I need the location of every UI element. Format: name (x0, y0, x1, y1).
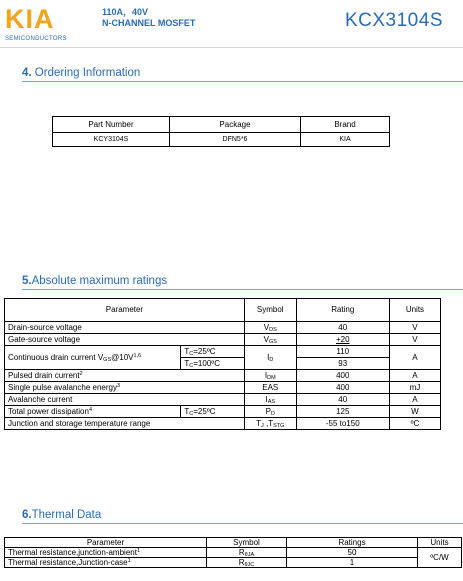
table-row (53, 133, 390, 147)
cell-brand: KIA (301, 133, 390, 147)
table-row (5, 406, 441, 418)
device-spec (102, 7, 195, 29)
header-cell: Parameter (5, 299, 245, 322)
cell-parameter: Gate-source voltage (5, 334, 245, 346)
section-divider (22, 523, 463, 524)
header-part-number: KCX3104S (344, 10, 443, 31)
cell-unit: V (389, 322, 440, 334)
cell-rating: 400 (296, 370, 389, 382)
cell-unit: V (389, 334, 440, 346)
cell-rating: 93 (296, 358, 389, 370)
header-cell: Symbol (207, 538, 287, 548)
section-title-text: Ordering Information (31, 67, 141, 79)
cell-rating: 40 (296, 322, 389, 334)
ordering-table (52, 116, 390, 147)
thermal-table (4, 537, 462, 568)
cell-rating: 110 (296, 346, 389, 358)
section-thermal-title (22, 508, 101, 522)
table-header-row (53, 117, 390, 133)
section-divider (22, 81, 463, 82)
table-row (5, 418, 441, 430)
header-cell: Rating (296, 299, 389, 322)
max-ratings-table (4, 298, 441, 430)
cell-condition: $T_C=25ºC$ (181, 346, 244, 358)
cell-unit: A (389, 394, 440, 406)
cell-symbol: $R_{\theta JA}$ (207, 548, 287, 558)
cell-parameter: Junction and storage temperature range (5, 418, 245, 430)
header-cell: Brand (301, 117, 390, 133)
cell-package: DFN5*6 (170, 133, 301, 147)
section-max-ratings-title (22, 274, 167, 288)
section-title-text: Thermal Data (31, 509, 102, 521)
logo-subtitle: SEMICONDUCTORS (5, 36, 67, 42)
header-cell: Parameter (5, 538, 207, 548)
cell-parameter: Single pulse avalanche energy$^3$ (5, 382, 245, 394)
table-row (5, 548, 462, 558)
cell-rating: +20 (296, 334, 389, 346)
spec-rating: 110A，40V (102, 7, 149, 17)
cell-rating: 1 (287, 558, 418, 568)
section-title-text: Absolute maximum ratings (31, 275, 168, 287)
table-row (5, 394, 441, 406)
cell-symbol: $T_J$ $,T_{STG}$ (244, 418, 296, 430)
cell-parameter: Total power dissipation$^4$ (5, 406, 181, 418)
cell-symbol: $I_D$ (244, 346, 296, 370)
cell-rating: 125 (296, 406, 389, 418)
section-number: 6. (22, 509, 32, 521)
cell-parameter: Drain-source voltage (5, 322, 245, 334)
table-row (5, 558, 462, 568)
cell-condition: $T_C=25ºC$ (181, 406, 244, 418)
cell-symbol: $P_D$ (244, 406, 296, 418)
header-divider (0, 47, 463, 48)
cell-unit: A (389, 370, 440, 382)
table-header-row (5, 299, 441, 322)
header-cell: Package (170, 117, 301, 133)
cell-parameter: Thermal resistance,Junction-case$^1$ (5, 558, 207, 568)
spec-type: N-CHANNEL MOSFET (102, 18, 196, 28)
header-cell: Part Number (53, 117, 170, 133)
cell-symbol: $V_{DS}$ (244, 322, 296, 334)
logo-wordmark: KIA (5, 4, 55, 34)
cell-rating: 400 (296, 382, 389, 394)
cell-rating: 40 (296, 394, 389, 406)
cell-unit: W (389, 406, 440, 418)
cell-parameter: Thermal resistance,junction-ambient$^1$ (5, 548, 207, 558)
table-header-row (5, 538, 462, 548)
header-cell: Units (418, 538, 462, 548)
section-number: 5. (22, 275, 32, 287)
cell-rating: 50 (287, 548, 418, 558)
cell-unit: A (389, 346, 440, 370)
header-cell: Units (389, 299, 440, 322)
section-ordering-title (22, 66, 140, 80)
header-cell: Ratings (287, 538, 418, 548)
header-cell: Symbol (244, 299, 296, 322)
cell-parameter: Continuous drain current $V_{GS}@10V^{1,6}$ (5, 346, 181, 370)
cell-part-number: KCY3104S (53, 133, 170, 147)
section-divider (22, 289, 463, 290)
cell-parameter: Pulsed drain current$^2$ (5, 370, 245, 382)
cell-unit: ºC (389, 418, 440, 430)
cell-symbol: $I_{DM}$ (244, 370, 296, 382)
cell-symbol: $I_{AS}$ (244, 394, 296, 406)
cell-unit: mJ (389, 382, 440, 394)
cell-symbol: EAS (244, 382, 296, 394)
cell-condition: $T_C=100ºC$ (181, 358, 244, 370)
table-row (5, 370, 441, 382)
cell-unit: ºC/W (418, 548, 462, 568)
table-row (5, 334, 441, 346)
table-row (5, 346, 441, 358)
cell-symbol: $V_{GS}$ (244, 334, 296, 346)
company-logo (5, 4, 91, 43)
section-number: 4. (22, 67, 32, 79)
cell-parameter: Avalanche current (5, 394, 245, 406)
cell-rating: -55 to150 (296, 418, 389, 430)
table-row (5, 322, 441, 334)
table-row (5, 382, 441, 394)
cell-symbol: $R_{\theta JC}$ (207, 558, 287, 568)
